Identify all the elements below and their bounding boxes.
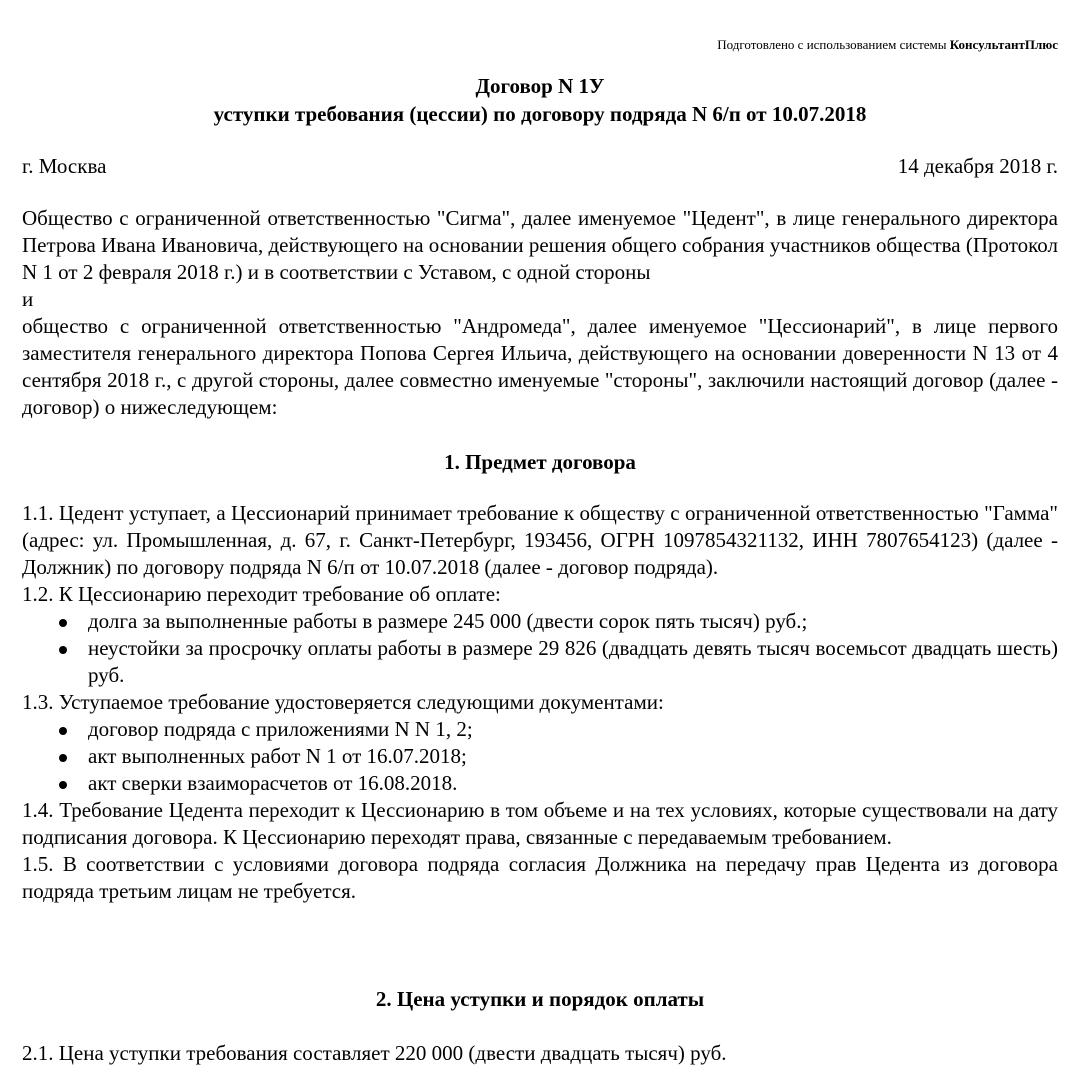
title-line-2: уступки требования (цессии) по договору подряда N 6/п от 10.07.2018	[213, 102, 867, 126]
section-1-body	[22, 500, 1058, 905]
clause-1-2: 1.2. К Цессионарию переходит требование об оплате:	[22, 582, 501, 606]
bullet-icon	[59, 646, 67, 654]
contract-place: г. Москва	[22, 154, 107, 178]
clause-2-1: 2.1. Цена уступки требования составляет 220 000 (двести двадцать тысяч) руб.	[22, 1041, 727, 1065]
list-item-text: акт выполненных работ N 1 от 16.07.2018;	[88, 744, 467, 768]
clause-1-1: 1.1. Цедент уступает, а Цессионарий принимает требование к обществу с ограниченной ответственностью "Гамма" (адрес: ул. Промышленная, д. 67, г. Санкт-Петербург, 193456, ОГРН 1097854321132, ИНН 7807654123) (далее - Должник) по договору подряда N 6/п от 10.07.2018 (далее - договор подряда).	[22, 501, 1058, 579]
clause-1-5: 1.5. В соответствии с условиями договора подряда согласия Должника на передачу прав Цедента из договора подряда третьим лицам не требуется.	[22, 852, 1058, 903]
clause-1-2-list	[22, 608, 1058, 689]
section-1-title: 1. Предмет договора	[444, 450, 636, 474]
section-2-title: 2. Цена уступки и порядок оплаты	[375, 987, 705, 1011]
list-item	[22, 608, 1058, 635]
clause-1-3: 1.3. Уступаемое требование удостоверяется следующими документами:	[22, 690, 664, 714]
source-note-brand: КонсультантПлюс	[949, 37, 1058, 52]
list-item-text: акт сверки взаиморасчетов от 16.08.2018.	[88, 771, 458, 795]
title-line-1: Договор N 1У	[475, 74, 605, 98]
preamble-party-1: Общество с ограниченной ответственностью "Сигма", далее именуемое "Цедент", в лице генерального директора Петрова Ивана Ивановича, действующего на основании решения общего собрания участников общества (Протокол N 1 от 2 февраля 2018 г.) и в соответствии с Уставом, с одной стороны	[22, 206, 1058, 284]
bullet-icon	[59, 727, 67, 735]
list-item	[22, 716, 1058, 743]
list-item-text: неустойки за просрочку оплаты работы в размере 29 826 (двадцать девять тысяч восемьсот двадцать шесть) руб.	[88, 636, 1058, 687]
bullet-icon	[59, 754, 67, 762]
document-title	[22, 72, 1058, 128]
section-2-body	[22, 1040, 1058, 1067]
bullet-icon	[59, 619, 67, 627]
preamble-and: и	[22, 287, 34, 311]
contract-date: 14 декабря 2018 г.	[897, 154, 1058, 178]
list-item-text: договор подряда с приложениями N N 1, 2;	[88, 717, 473, 741]
place-date-row	[22, 152, 1058, 180]
document-page	[22, 0, 1058, 1080]
list-item	[22, 635, 1058, 689]
preamble	[22, 205, 1058, 421]
list-item-text: долга за выполненные работы в размере 245 000 (двести сорок пять тысяч) руб.;	[88, 609, 808, 633]
source-note-prefix: Подготовлено с использованием системы	[717, 37, 950, 52]
preamble-party-2: общество с ограниченной ответственностью "Андромеда", далее именуемое "Цессионарий", в лице первого заместителя генерального директора Попова Сергея Ильича, действующего на основании доверенности N 13 от 4 сентября 2018 г., с другой стороны, далее совместно именуемые "стороны", заключили настоящий договор (далее - договор) о нижеследующем:	[22, 314, 1058, 419]
clause-1-4: 1.4. Требование Цедента переходит к Цессионарию в том объеме и на тех условиях, которые существовали на дату подписания договора. К Цессионарию переходят права, связанные с передаваемым требованием.	[22, 798, 1058, 849]
list-item	[22, 743, 1058, 770]
clause-1-3-list	[22, 716, 1058, 797]
source-note	[717, 36, 1058, 54]
bullet-icon	[59, 781, 67, 789]
list-item	[22, 770, 1058, 797]
